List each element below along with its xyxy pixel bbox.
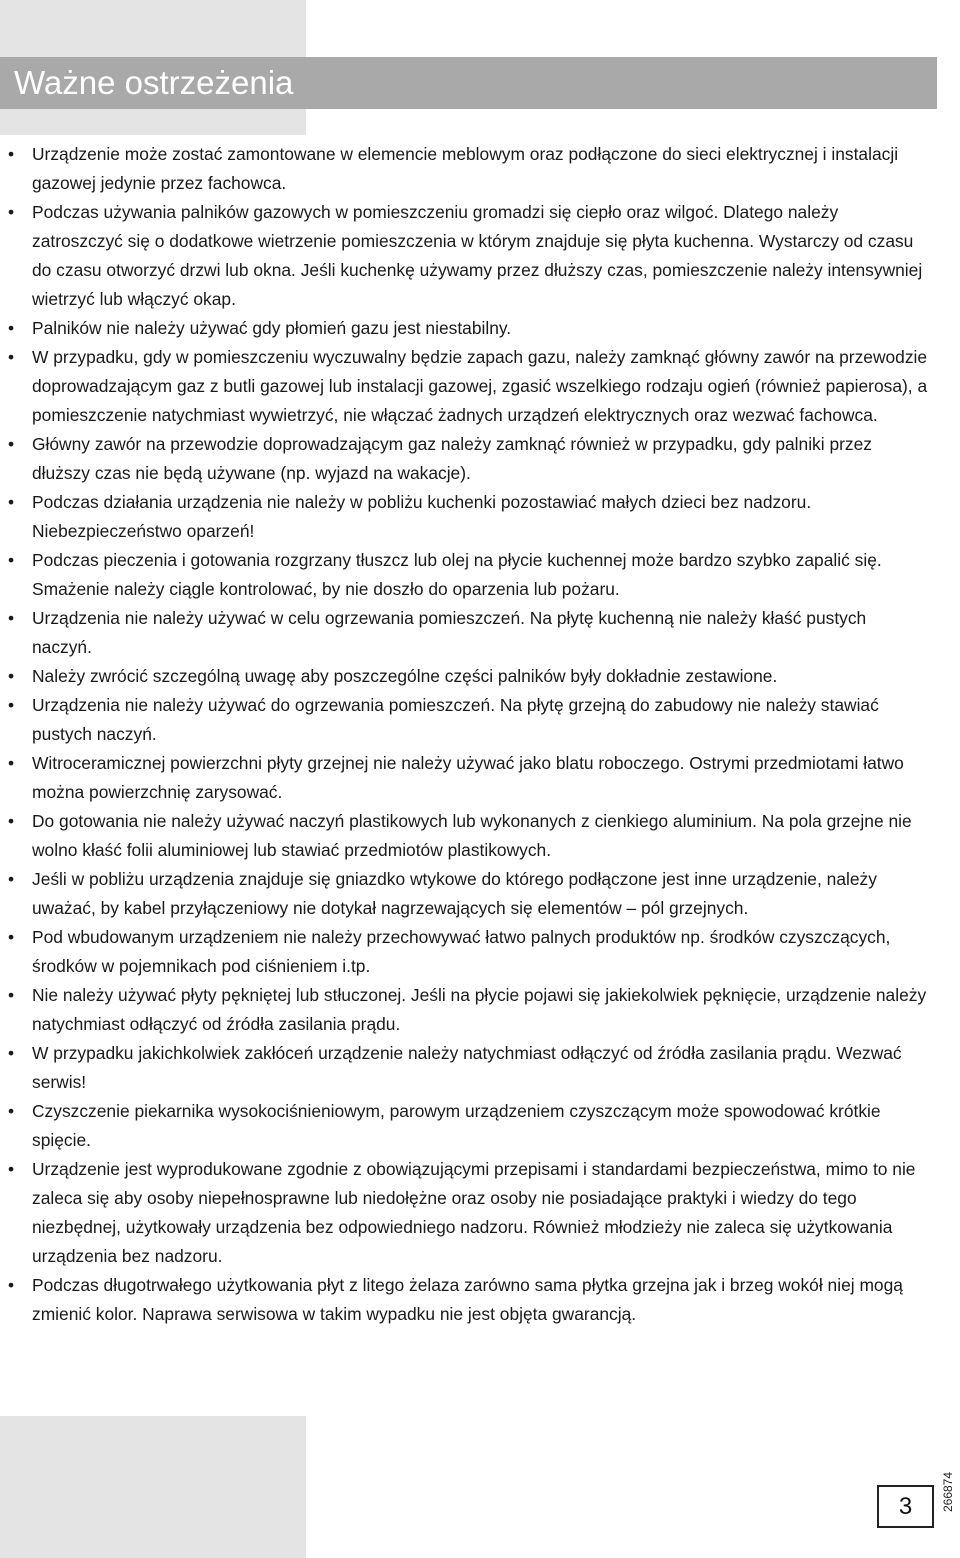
warning-text: W przypadku, gdy w pomieszczeniu wyczuwalny będzie zapach gazu, należy zamknąć główny zawór na przewodzie doprowadzającym gaz z butli gazowej lub instalacji gazowej, zgasić wszelkiego rodzaju ogień (również papierosa), a pomieszczenie natychmiast wywietrzyć, nie włączać żadnych urządzeń elektrycznych oraz wezwać fachowca. xyxy=(32,347,928,425)
bullet-icon: • xyxy=(8,492,15,512)
warning-text: Czyszczenie piekarnika wysokociśnieniowym, parowym urządzeniem czyszczącym może spowodować krótkie spięcie. xyxy=(32,1101,881,1150)
bullet-icon: • xyxy=(8,1275,15,1295)
warning-text: Urządzenie może zostać zamontowane w elemencie meblowym oraz podłączone do sieci elektrycznej i instalacji gazowej jedynie przez fachowca. xyxy=(32,144,899,193)
warning-text: Do gotowania nie należy używać naczyń plastikowych lub wykonanych z cienkiego aluminium. Na pola grzejne nie wolno kłaść folii aluminiowej lub stawiać przedmiotów plastikowych. xyxy=(32,811,912,860)
bullet-icon: • xyxy=(8,695,15,715)
bullet-icon: • xyxy=(8,434,15,454)
bullet-icon: • xyxy=(8,869,15,889)
warning-item xyxy=(0,691,936,749)
page-number-box xyxy=(877,1485,934,1528)
warning-text: Podczas długotrwałego użytkowania płyt z litego żelaza zarówno sama płytka grzejna jak i brzeg wokół niej mogą zmienić kolor. Naprawa serwisowa w takim wypadku nie jest objęta gwarancją. xyxy=(32,1275,903,1324)
bullet-icon: • xyxy=(8,666,15,686)
bullet-icon: • xyxy=(8,811,15,831)
bullet-icon: • xyxy=(8,550,15,570)
warning-text: Witroceramicznej powierzchni płyty grzejnej nie należy używać jako blatu roboczego. Ostrymi przedmiotami łatwo można powierzchnię zarysować. xyxy=(32,753,904,802)
bullet-icon: • xyxy=(8,1101,15,1121)
warning-text: W przypadku jakichkolwiek zakłóceń urządzenie należy natychmiast odłączyć od źródła zasilania prądu. Wezwać serwis! xyxy=(32,1043,902,1092)
warning-text: Główny zawór na przewodzie doprowadzającym gaz należy zamknąć również w przypadku, gdy palniki przez dłuższy czas nie będą używane (np. wyjazd na wakacje). xyxy=(32,434,872,483)
warning-text: Podczas działania urządzenia nie należy w pobliżu kuchenki pozostawiać małych dzieci bez nadzoru. Niebezpieczeństwo oparzeń! xyxy=(32,492,812,541)
bullet-icon: • xyxy=(8,144,15,164)
background-strip-bottom xyxy=(0,1416,306,1558)
bullet-icon: • xyxy=(8,202,15,222)
bullet-icon: • xyxy=(8,608,15,628)
warning-item xyxy=(0,1271,936,1329)
warning-item xyxy=(0,1039,936,1097)
warning-item xyxy=(0,343,936,430)
warning-text: Podczas używania palników gazowych w pomieszczeniu gromadzi się ciepło oraz wilgoć. Dlatego należy zatroszczyć się o dodatkowe wietrzenie pomieszczenia w którym znajduje się płyta kuchenna. Wystarczy od czasu do czasu otworzyć drzwi lub okna. Jeśli kuchenkę używamy przez dłuższy czas, pomieszczenie należy intensywniej wietrzyć lub włączyć okap. xyxy=(32,202,923,309)
warning-item xyxy=(0,865,936,923)
warning-item xyxy=(0,488,936,546)
warning-item xyxy=(0,1155,936,1271)
bullet-icon: • xyxy=(8,347,15,367)
warning-text: Urządzenia nie należy używać w celu ogrzewania pomieszczeń. Na płytę kuchenną nie należy kłaść pustych naczyń. xyxy=(32,608,867,657)
warning-item xyxy=(0,1097,936,1155)
warning-item xyxy=(0,198,936,314)
warning-list xyxy=(0,140,936,1329)
warning-item xyxy=(0,923,936,981)
bullet-icon: • xyxy=(8,318,15,338)
warning-text: Jeśli w pobliżu urządzenia znajduje się gniazdko wtykowe do którego podłączone jest inne urządzenie, należy uważać, by kabel przyłączeniowy nie dotykał nagrzewających się elementów – pól grzejnych. xyxy=(32,869,877,918)
warning-text: Nie należy używać płyty pękniętej lub stłuczonej. Jeśli na płycie pojawi się jakiekolwiek pęknięcie, urządzenie należy natychmiast odłączyć od źródła zasilania prądu. xyxy=(32,985,927,1034)
warning-text: Urządzenia nie należy używać do ogrzewania pomieszczeń. Na płytę grzejną do zabudowy nie należy stawiać pustych naczyń. xyxy=(32,695,879,744)
bullet-icon: • xyxy=(8,1043,15,1063)
warning-item xyxy=(0,662,936,691)
warning-text: Palników nie należy używać gdy płomień gazu jest niestabilny. xyxy=(32,318,512,338)
warning-item xyxy=(0,140,936,198)
warning-item xyxy=(0,314,936,343)
bullet-icon: • xyxy=(8,753,15,773)
warning-item xyxy=(0,807,936,865)
page-title: Ważne ostrzeżenia xyxy=(14,64,294,101)
warning-item xyxy=(0,430,936,488)
bullet-icon: • xyxy=(8,985,15,1005)
page-number: 3 xyxy=(898,1492,913,1520)
bullet-icon: • xyxy=(8,927,15,947)
warning-text: Urządzenie jest wyprodukowane zgodnie z obowiązującymi przepisami i standardami bezpieczeństwa, mimo to nie zaleca się aby osoby niepełnosprawne lub niedołężne oraz osoby nie posiadające praktyki i wiedzy do tego niezbędnej, użytkowały urządzenia bez odpowiedniego nadzoru. Również młodzieży nie zaleca się użytkowania urządzenia bez nadzoru. xyxy=(32,1159,916,1266)
title-bar xyxy=(0,57,937,109)
bullet-icon: • xyxy=(8,1159,15,1179)
warnings-section xyxy=(0,140,936,1416)
warning-item xyxy=(0,546,936,604)
document-code xyxy=(938,1462,958,1522)
warning-text: Należy zwrócić szczególną uwagę aby poszczególne części palników były dokładnie zestawione. xyxy=(32,666,778,686)
warning-item xyxy=(0,604,936,662)
warning-text: Podczas pieczenia i gotowania rozgrzany tłuszcz lub olej na płycie kuchennej może bardzo szybko zapalić się. Smażenie należy ciągle kontrolować, by nie doszło do oparzenia lub pożaru. xyxy=(32,550,882,599)
warning-text: Pod wbudowanym urządzeniem nie należy przechowywać łatwo palnych produktów np. środków czyszczących, środków w pojemnikach pod ciśnieniem i.tp. xyxy=(32,927,891,976)
document-code-text: 266874 xyxy=(941,1471,955,1513)
warning-item xyxy=(0,981,936,1039)
warning-item xyxy=(0,749,936,807)
